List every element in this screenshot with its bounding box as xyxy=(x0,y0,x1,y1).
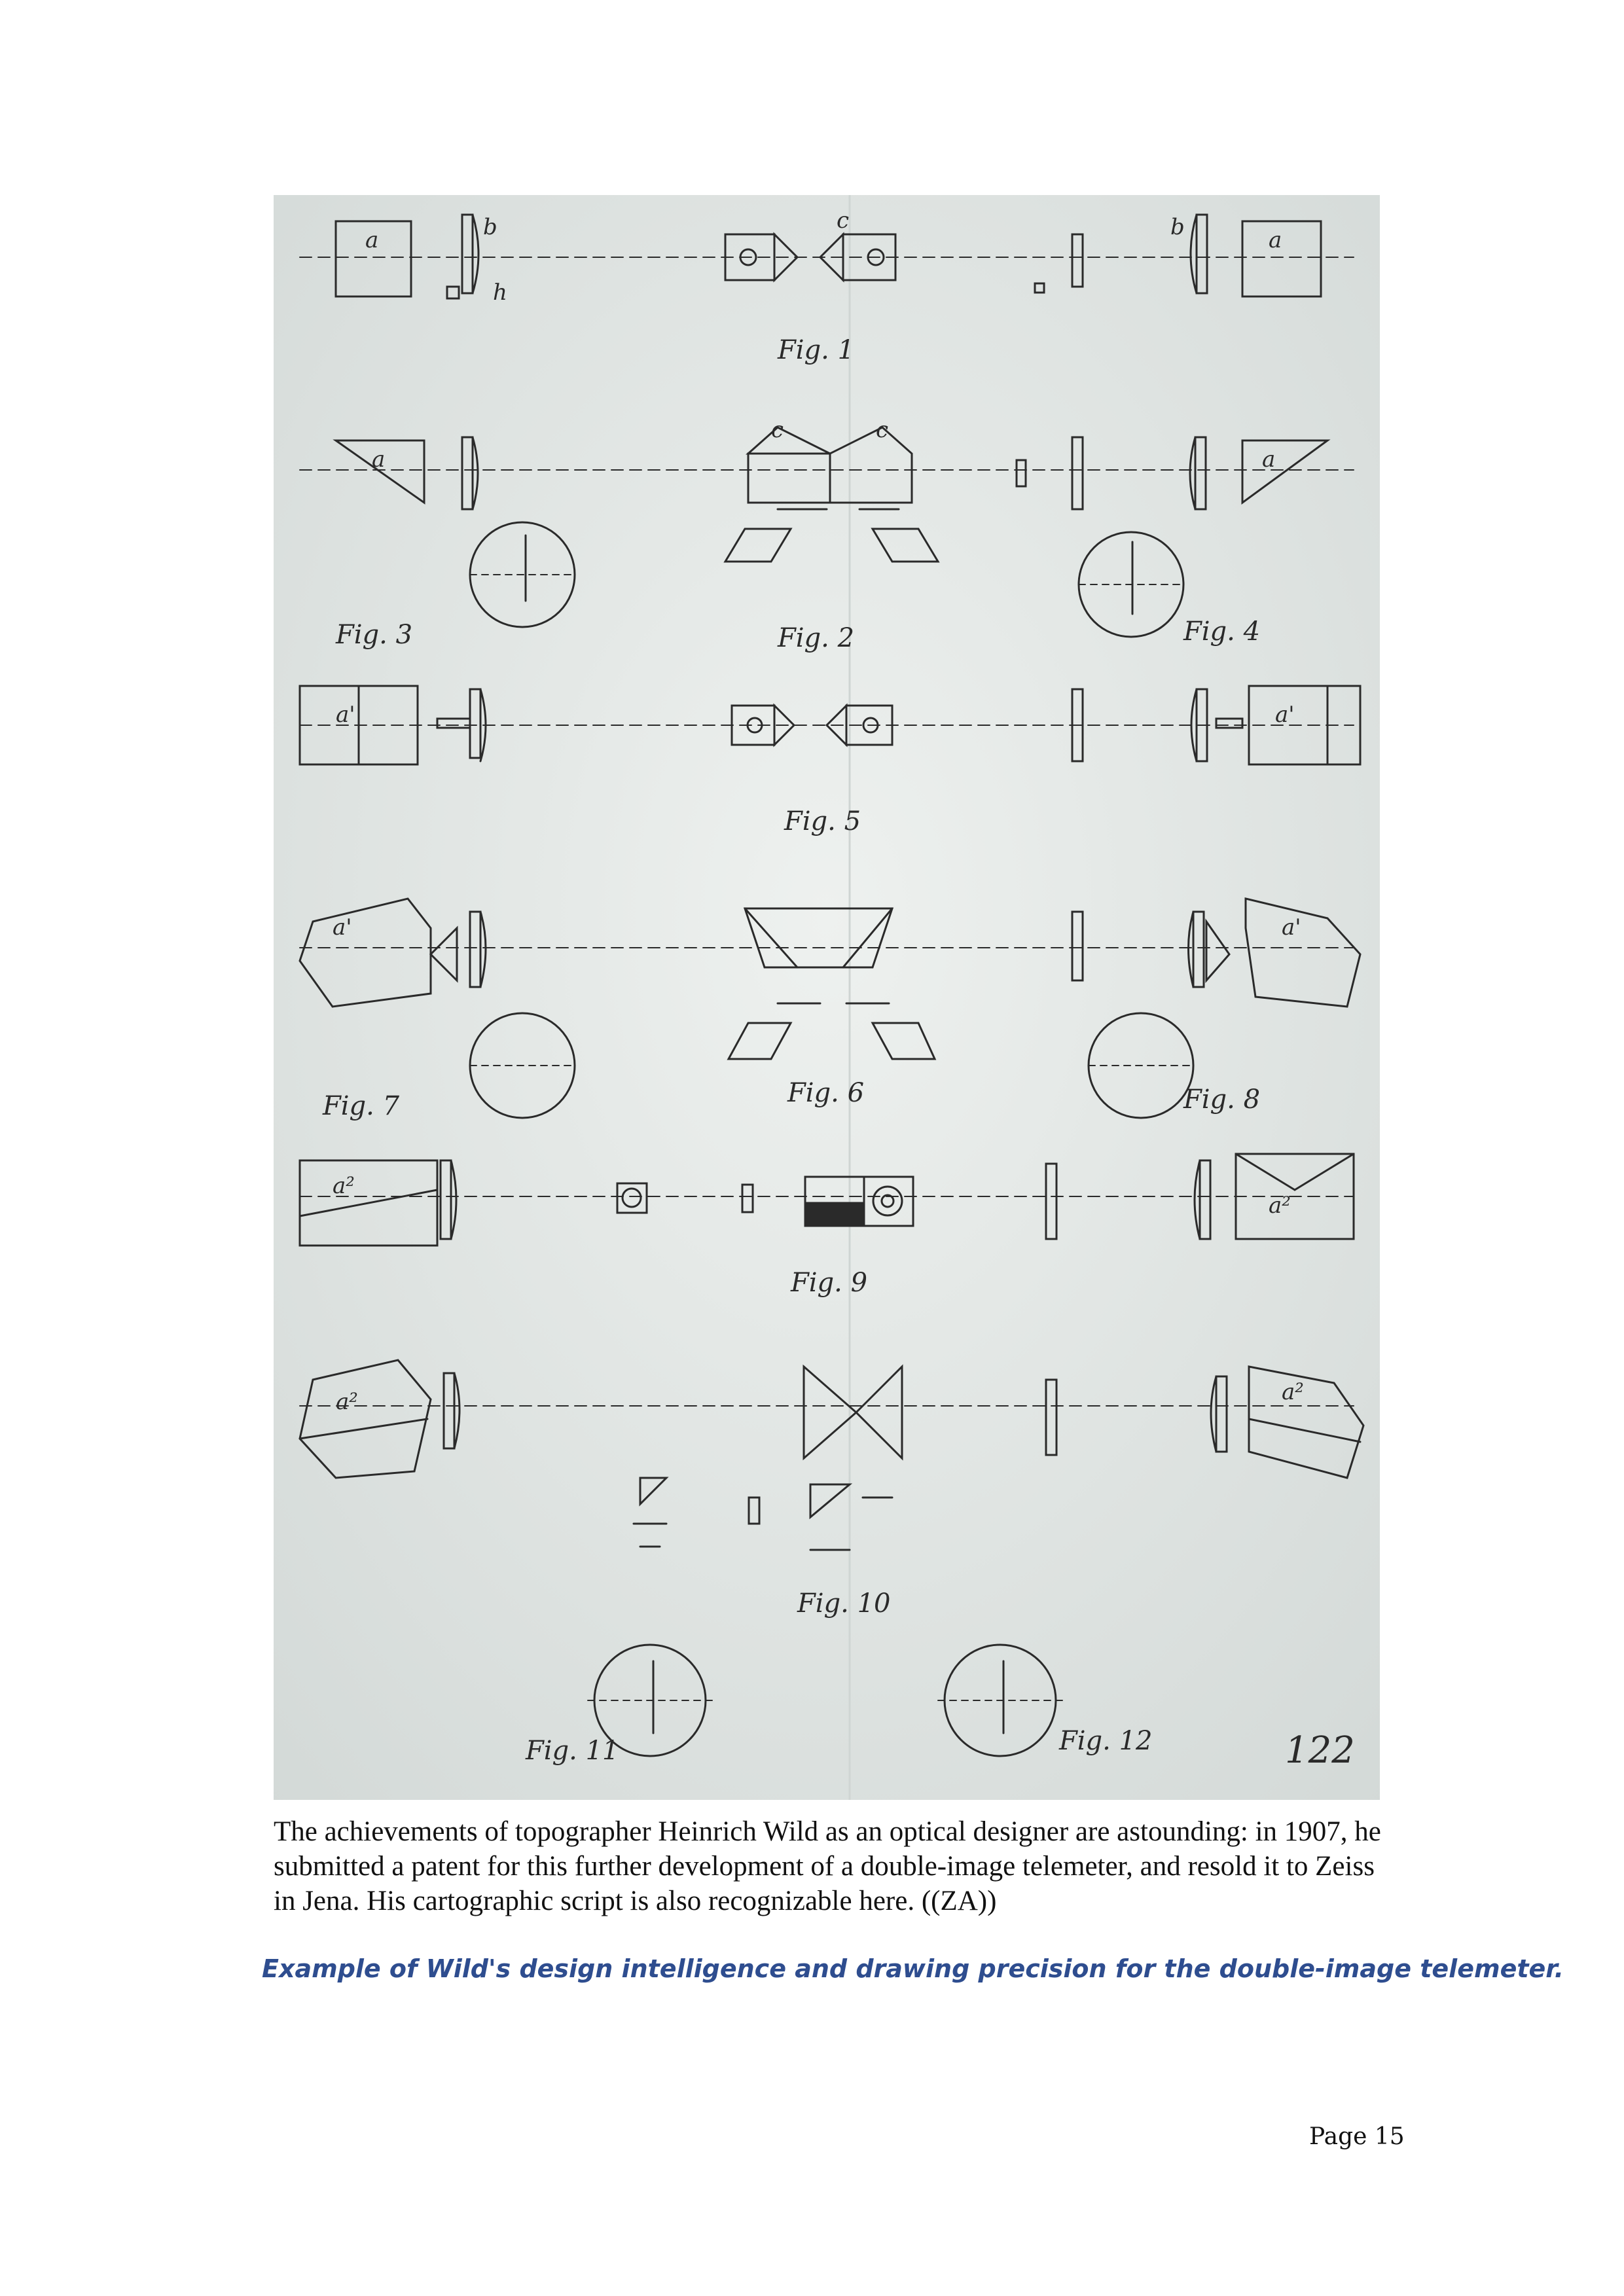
svg-text:a': a' xyxy=(1275,702,1295,728)
svg-text:a²: a² xyxy=(1282,1379,1304,1405)
svg-text:a: a xyxy=(372,446,386,473)
svg-text:a²: a² xyxy=(336,1389,358,1415)
svg-text:a²: a² xyxy=(333,1173,355,1199)
svg-text:a': a' xyxy=(1282,914,1301,941)
fig-1-label: Fig. 1 xyxy=(778,335,855,365)
fig-9-label: Fig. 9 xyxy=(791,1268,868,1298)
figure-subtitle: Example of Wild's design intelligence and drawing precision for the double-image telemeter. xyxy=(262,1954,1564,1983)
svg-text:a': a' xyxy=(333,914,352,941)
patent-drawing xyxy=(274,195,1380,1800)
svg-text:a: a xyxy=(365,227,379,253)
svg-text:a: a xyxy=(1269,227,1282,253)
svg-text:c: c xyxy=(876,417,889,443)
svg-text:c: c xyxy=(771,417,784,443)
svg-text:a': a' xyxy=(336,702,355,728)
svg-text:a: a xyxy=(1262,446,1276,473)
fig-11-label: Fig. 11 xyxy=(526,1736,619,1766)
fig-3-label: Fig. 3 xyxy=(336,620,413,650)
svg-text:c: c xyxy=(837,207,850,234)
svg-text:a²: a² xyxy=(1269,1193,1291,1219)
svg-text:b: b xyxy=(1170,214,1185,240)
sheet-number: 122 xyxy=(1285,1729,1355,1772)
fig-10-label: Fig. 10 xyxy=(797,1588,891,1619)
patent-drawing-figure xyxy=(274,195,1380,1800)
fig-7-label: Fig. 7 xyxy=(323,1091,400,1121)
fig-2-label: Fig. 2 xyxy=(778,623,855,653)
fig-12-label: Fig. 12 xyxy=(1059,1726,1153,1756)
page-number: Page 15 xyxy=(1309,2123,1405,2150)
svg-text:h: h xyxy=(493,279,507,306)
svg-text:b: b xyxy=(483,214,497,240)
figure-caption: The achievements of topographer Heinrich Wild as an optical designer are astounding: in 1907, he submitted a patent for this further development of a double-image telemeter, and resold it to Zeiss in Jena. His cartographic script is also recognizable here. ((ZA)) xyxy=(274,1816,1381,1916)
fig-5-label: Fig. 5 xyxy=(784,806,861,836)
fig-4-label: Fig. 4 xyxy=(1183,617,1261,647)
fig-8-label: Fig. 8 xyxy=(1183,1085,1261,1115)
fig-6-label: Fig. 6 xyxy=(787,1078,865,1108)
